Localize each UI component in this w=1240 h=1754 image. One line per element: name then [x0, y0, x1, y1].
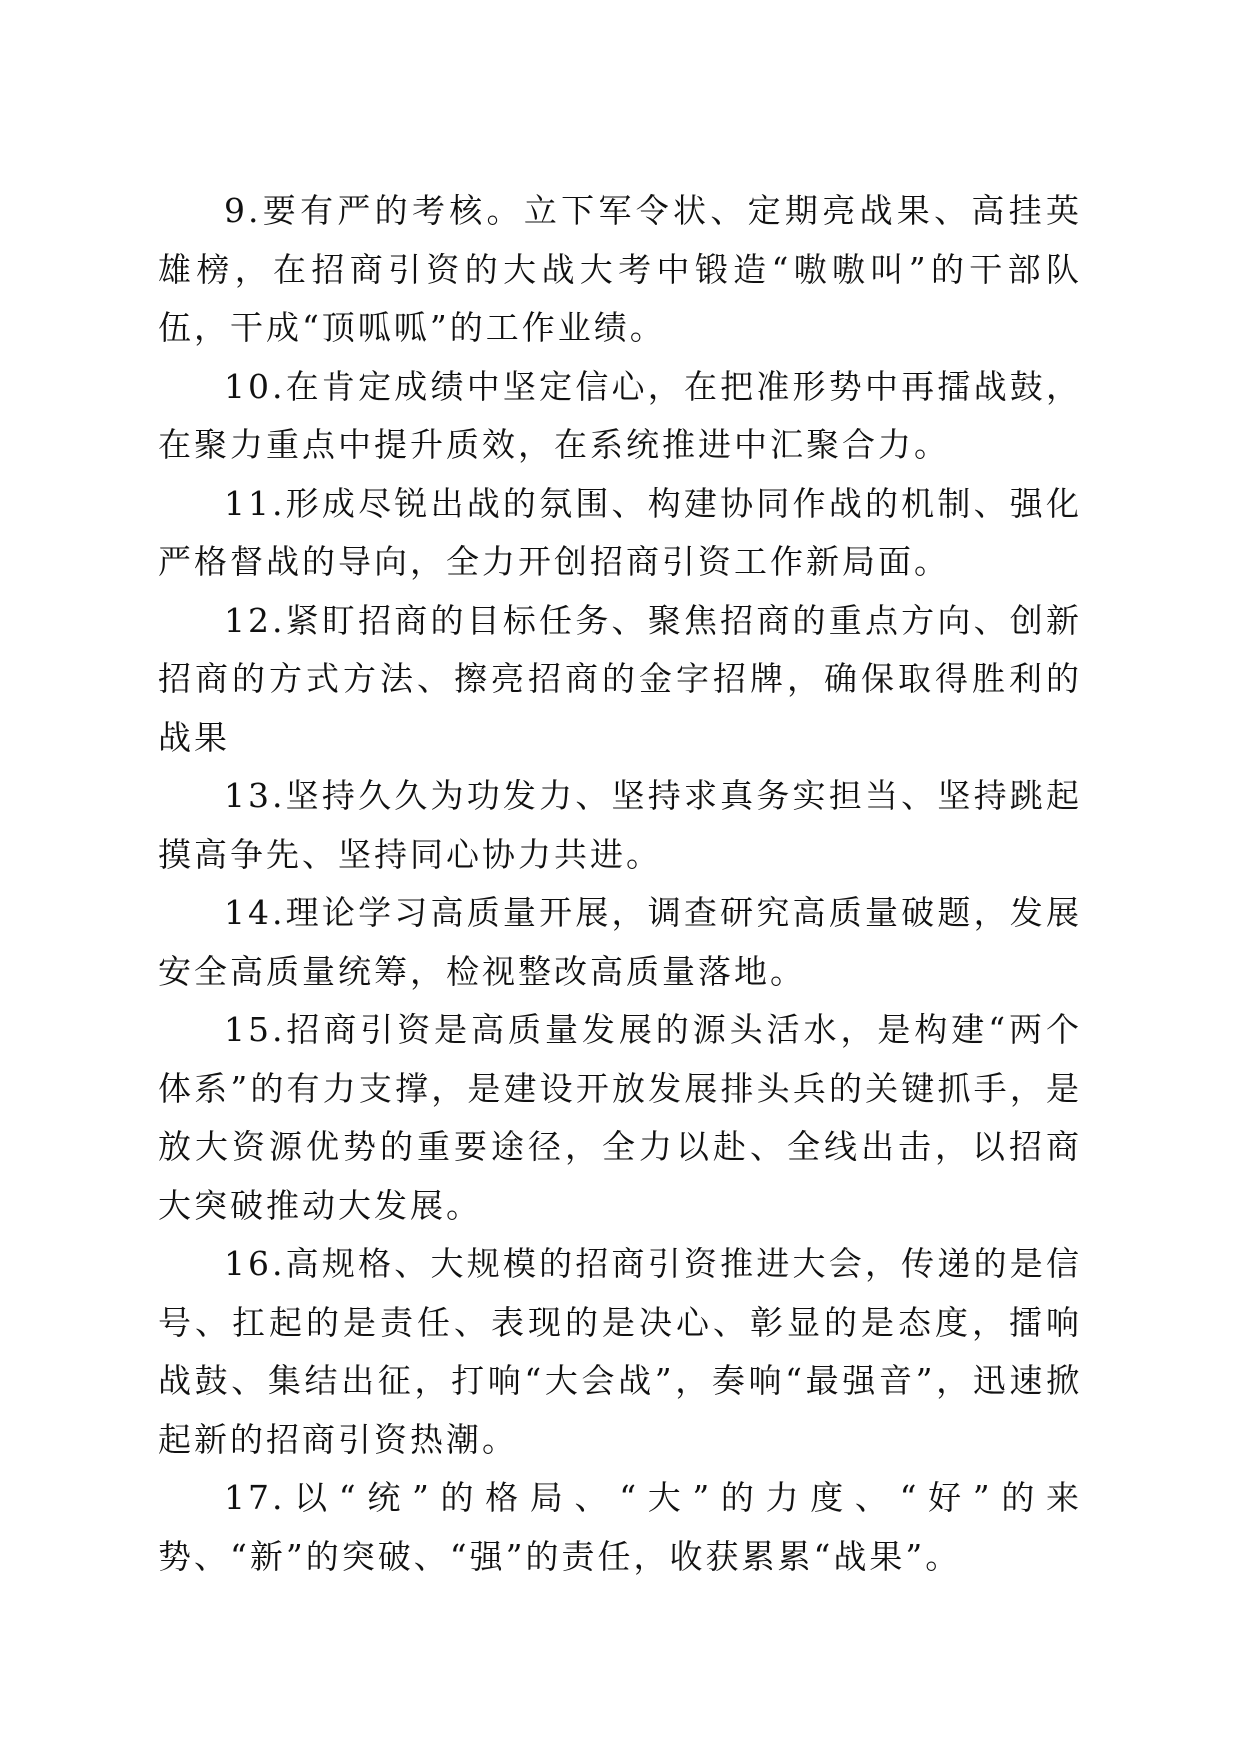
paragraph-17: 17.以“统”的格局、“大”的力度、“好”的来势、“新”的突破、“强”的责任，收获累累“战果”。 [158, 1478, 1082, 1576]
paragraph-9: 9.要有严的考核。立下军令状、定期亮战果、高挂英雄榜，在招商引资的大战大考中锻造“嗷嗷叫”的干部队伍，干成“顶呱呱”的工作业绩。 [158, 191, 1082, 347]
paragraph-13: 13.坚持久久为功发力、坚持求真务实担当、坚持跳起摸高争先、坚持同心协力共进。 [158, 776, 1082, 874]
paragraph-15: 15.招商引资是高质量发展的源头活水，是构建“两个体系”的有力支撑，是建设开放发展排头兵的关键抓手，是放大资源优势的重要途径，全力以赴、全线出击，以招商大突破推动大发展。 [158, 1010, 1082, 1225]
document-body [158, 182, 1082, 1586]
paragraph-14: 14.理论学习高质量开展，调查研究高质量破题，发展安全高质量统筹，检视整改高质量落地。 [158, 893, 1082, 991]
paragraph-16: 16.高规格、大规模的招商引资推进大会，传递的是信号、扛起的是责任、表现的是决心、彰显的是态度，擂响战鼓、集结出征，打响“大会战”，奏响“最强音”，迅速掀起新的招商引资热潮。 [158, 1244, 1082, 1459]
paragraph-11: 11.形成尽锐出战的氛围、构建协同作战的机制、强化严格督战的导向，全力开创招商引资工作新局面。 [158, 483, 1082, 581]
paragraph-12: 12.紧盯招商的目标任务、聚焦招商的重点方向、创新招商的方式方法、擦亮招商的金字招牌，确保取得胜利的战果 [158, 600, 1082, 757]
paragraph-10: 10.在肯定成绩中坚定信心，在把准形势中再擂战鼓，在聚力重点中提升质效，在系统推进中汇聚合力。 [158, 366, 1082, 464]
